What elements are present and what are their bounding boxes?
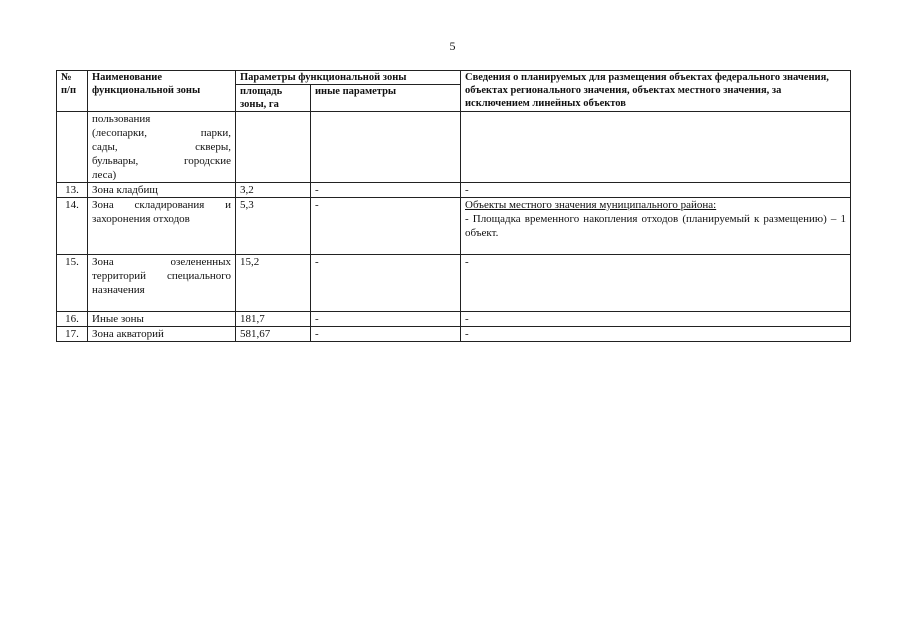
header-info: Сведения о планируемых для размещения объектах федерального значения, объектах регионального значения, объектах местного значения, за исключением линейных объектов	[461, 71, 851, 112]
cell-info	[461, 112, 851, 183]
cell-info: -	[461, 327, 851, 342]
name-line: леса)	[92, 169, 117, 181]
cell-info: -	[461, 183, 851, 198]
cell-name: Зона складирования и захоронения отходов	[88, 198, 236, 255]
table-row	[57, 327, 851, 342]
cell-other: -	[311, 198, 461, 255]
cell-name: Зона акваторий	[88, 327, 236, 342]
zones-table	[56, 70, 851, 342]
cell-area: 3,2	[236, 183, 311, 198]
cell-other: -	[311, 255, 461, 312]
cell-name	[88, 112, 236, 183]
info-text: - Площадка временного накопления отходов (планируемый к размещению) – 1 объект.	[465, 213, 846, 239]
cell-area: 5,3	[236, 198, 311, 255]
cell-area	[236, 112, 311, 183]
cell-other: -	[311, 327, 461, 342]
name-line: (лесопарки, парки,	[92, 127, 231, 139]
header-num: № п/п	[57, 71, 88, 112]
name-line: пользования	[92, 113, 151, 125]
header-name: Наименование функциональной зоны	[88, 71, 236, 112]
cell-num: 16.	[57, 312, 88, 327]
cell-area: 15,2	[236, 255, 311, 312]
header-params-group: Параметры функциональной зоны	[236, 71, 461, 85]
cell-name: Иные зоны	[88, 312, 236, 327]
cell-num: 14.	[57, 198, 88, 255]
table-header-row	[57, 71, 851, 85]
cell-info	[461, 198, 851, 255]
info-title: Объекты местного значения муниципального района:	[465, 199, 717, 211]
cell-name: Зона кладбищ	[88, 183, 236, 198]
header-area: площадь зоны, га	[236, 85, 311, 112]
page-number: 5	[449, 39, 456, 53]
table-row	[57, 183, 851, 198]
name-line: сады, скверы,	[92, 141, 231, 153]
cell-other	[311, 112, 461, 183]
cell-area: 581,67	[236, 327, 311, 342]
cell-num	[57, 112, 88, 183]
cell-area: 181,7	[236, 312, 311, 327]
table-row	[57, 198, 851, 255]
table-row	[57, 255, 851, 312]
table-row	[57, 312, 851, 327]
header-other-params: иные параметры	[311, 85, 461, 112]
cell-num: 13.	[57, 183, 88, 198]
cell-num: 17.	[57, 327, 88, 342]
cell-name: Зона озелененных территорий специального назначения	[88, 255, 236, 312]
cell-info: -	[461, 255, 851, 312]
cell-other: -	[311, 312, 461, 327]
cell-info: -	[461, 312, 851, 327]
cell-other: -	[311, 183, 461, 198]
table-row-continued	[57, 112, 851, 183]
cell-num: 15.	[57, 255, 88, 312]
name-line: бульвары, городские	[92, 155, 231, 167]
